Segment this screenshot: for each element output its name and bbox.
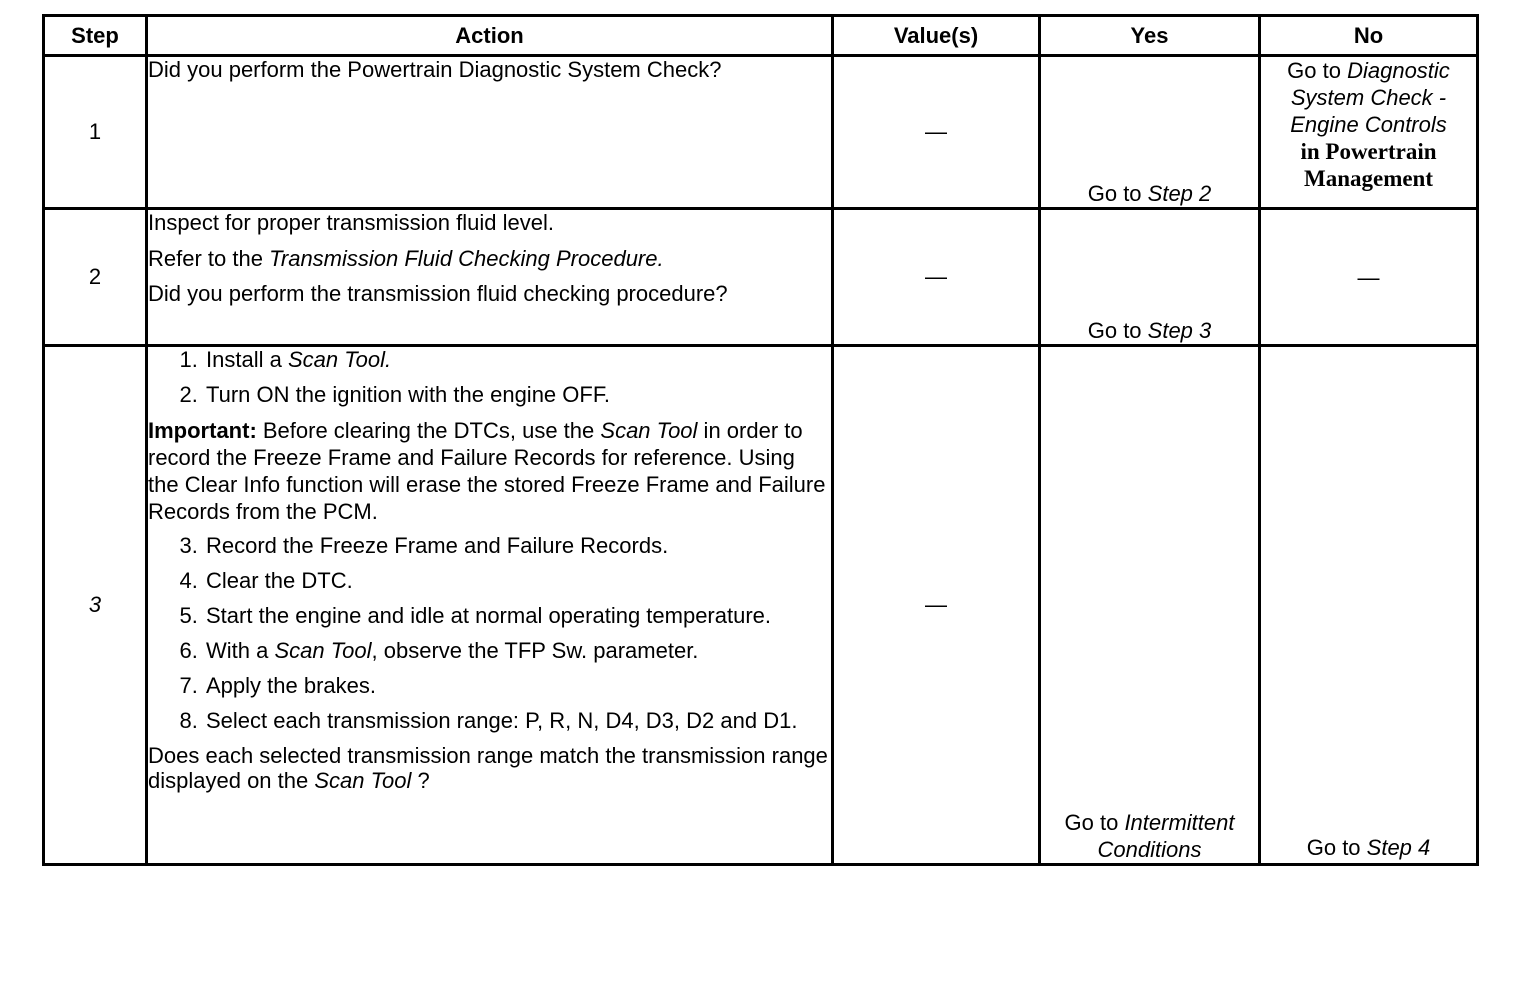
no-cell (1260, 56, 1478, 209)
value-cell (833, 346, 1040, 865)
scan-tool-link[interactable]: Scan Tool (314, 768, 412, 793)
question-text: Does each selected transmission range match the transmission range displayed on the (148, 743, 828, 793)
header-no: No (1260, 16, 1478, 56)
yes-cell (1040, 209, 1260, 346)
list-item (204, 603, 831, 629)
question-text: ? (411, 768, 430, 793)
value-dash: — (925, 264, 947, 289)
header-action: Action (147, 16, 833, 56)
value-dash: — (925, 592, 947, 617)
item-text: Turn ON the ignition with the engine OFF. (206, 382, 610, 407)
action-prefix: Refer to the (148, 246, 270, 271)
yes-cell (1040, 346, 1260, 865)
important-text-b: in order to record the Freeze Frame and Failure Records for reference. Using the Clear Info function will erase the stored Freeze Frame and Failure Records from the PCM. (148, 418, 826, 524)
action-cell (147, 56, 833, 209)
action-question (148, 743, 831, 793)
scan-tool-link[interactable]: Scan Tool. (287, 347, 392, 372)
yes-prefix: Go to (1087, 181, 1148, 206)
important-text-a: Before clearing the DTCs, use the (256, 418, 601, 443)
item-text: Select each transmission range: P, R, N, D4, D3, D2 and D1. (206, 708, 798, 733)
item-text: Apply the brakes. (206, 673, 376, 698)
action-question: Did you perform the transmission fluid checking procedure? (148, 281, 728, 306)
procedure-link[interactable]: Transmission Fluid Checking Procedure. (269, 246, 664, 271)
table-row (44, 209, 1478, 346)
value-dash: — (925, 119, 947, 144)
header-step: Step (44, 16, 147, 56)
list-item (204, 708, 831, 734)
header-yes: Yes (1040, 16, 1260, 56)
important-note (148, 417, 831, 525)
yes-step-link[interactable]: Step 3 (1147, 318, 1212, 343)
list-item (204, 568, 831, 594)
no-step-link[interactable]: Step 4 (1366, 835, 1431, 860)
value-cell (833, 56, 1040, 209)
yes-cell (1040, 56, 1260, 209)
step-number: 3 (44, 346, 147, 865)
item-text: Install a (206, 347, 288, 372)
scan-tool-link[interactable]: Scan Tool (274, 638, 372, 663)
scan-tool-link[interactable]: Scan Tool (600, 418, 698, 443)
action-text: Did you perform the Powertrain Diagnostic System Check? (148, 57, 722, 82)
list-item (204, 347, 831, 373)
no-suffix: in Powertrain Management (1300, 139, 1437, 191)
list-item (204, 382, 831, 408)
action-line: Inspect for proper transmission fluid level. (148, 210, 554, 235)
header-values: Value(s) (833, 16, 1040, 56)
no-cell (1260, 209, 1478, 346)
step-number: 2 (44, 209, 147, 346)
item-text: Record the Freeze Frame and Failure Records. (206, 533, 669, 558)
step-number: 1 (44, 56, 147, 209)
action-cell (147, 209, 833, 346)
item-text: , observe the TFP Sw. parameter. (371, 638, 699, 663)
table-row (44, 56, 1478, 209)
no-dash: — (1357, 264, 1380, 290)
no-diagnostic-link[interactable]: Diagnostic System Check - Engine Controls (1290, 58, 1450, 137)
yes-prefix: Go to (1064, 810, 1125, 835)
action-cell (147, 346, 833, 865)
action-line (148, 246, 831, 272)
procedure-list-b (148, 533, 831, 734)
item-text: Clear the DTC. (206, 568, 353, 593)
no-cell (1260, 346, 1478, 865)
procedure-list-a (148, 347, 831, 408)
item-text: With a (206, 638, 275, 663)
no-prefix: Go to (1306, 835, 1367, 860)
yes-step-link[interactable]: Step 2 (1147, 181, 1212, 206)
important-label: Important: (148, 418, 257, 443)
yes-prefix: Go to (1087, 318, 1148, 343)
table-row (44, 346, 1478, 865)
value-cell (833, 209, 1040, 346)
list-item (204, 533, 831, 559)
diagnostic-table (42, 14, 1479, 866)
intermittent-conditions-link[interactable]: Intermittent Conditions (1097, 810, 1235, 862)
list-item (204, 638, 831, 664)
header-row (44, 16, 1478, 56)
no-prefix: Go to (1287, 58, 1348, 83)
list-item (204, 673, 831, 699)
item-text: Start the engine and idle at normal operating temperature. (206, 603, 772, 628)
